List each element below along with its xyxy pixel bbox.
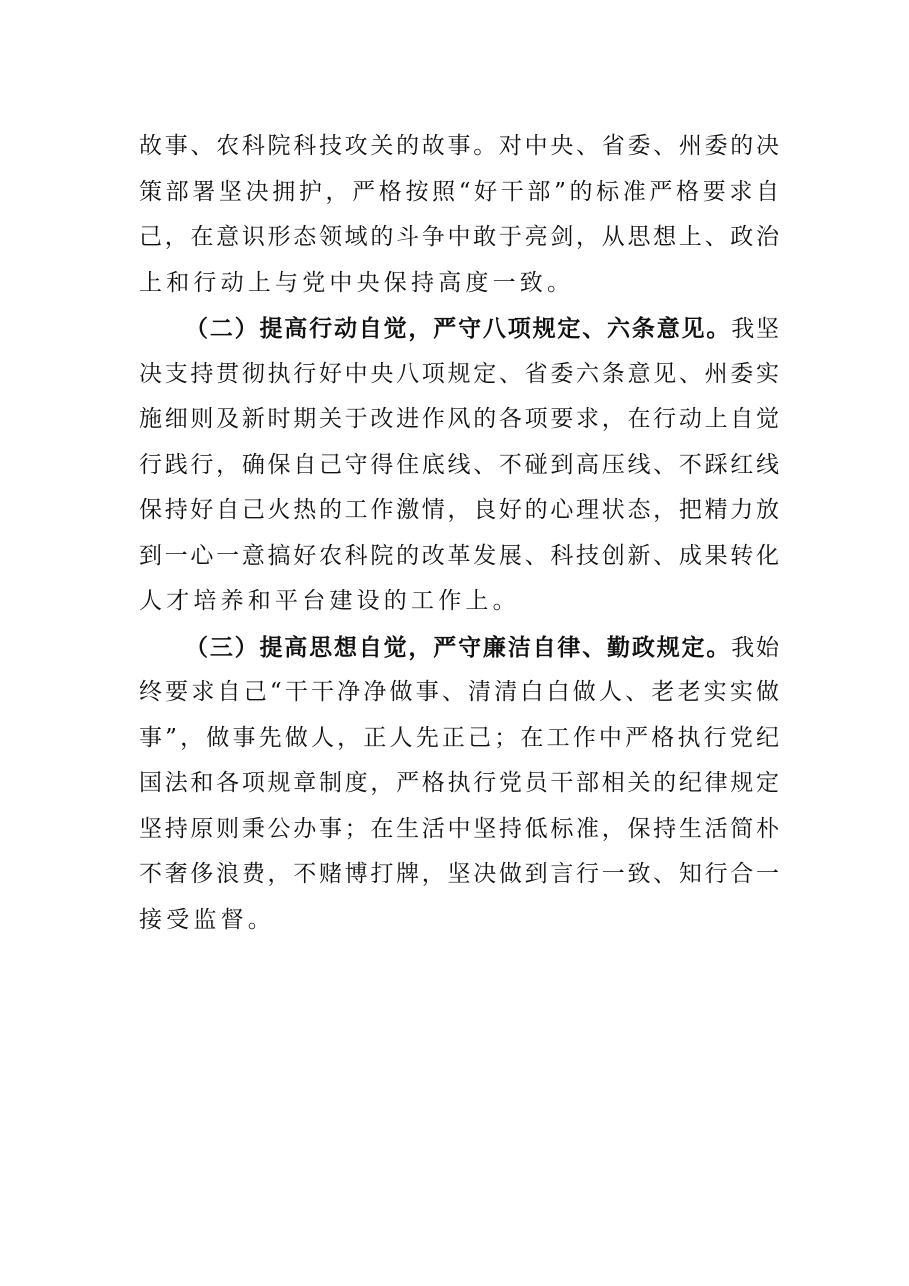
- section3-line-5: 不奢侈浪费，不赌博打牌，坚决做到言行一致、知行合一: [139, 861, 779, 887]
- section2-heading: （二）提高行动自觉，严守八项规定、六条意见。: [185, 315, 732, 342]
- section2-line-5: 到一心一意搞好农科院的改革发展、科技创新、成果转化: [139, 542, 779, 569]
- section3-first-line: [139, 625, 779, 671]
- section2-first-line: [139, 306, 779, 352]
- section3-line-2: 事”，做事先做人，正人先正己；在工作中严格执行党纪: [139, 724, 779, 751]
- section3-heading: （三）提高思想自觉，严守廉洁自律、勤政规定。: [185, 633, 732, 661]
- section3-line-3: 国法和各项规章制度，严格执行党员干部相关的纪律规定: [139, 770, 779, 796]
- section2-line-2: 施细则及新时期关于改进作风的各项要求，在行动上自觉: [139, 406, 779, 432]
- section2-line-6: 人才培养和平台建设的工作上。: [139, 588, 520, 614]
- section3-first-line-rest: 我始: [731, 634, 780, 661]
- paragraph1-line-3: 己，在意识形态领域的斗争中敢于亮剑，从思想上、政治: [139, 224, 779, 250]
- section2-line-4: 保持好自己火热的工作激情，良好的心理状态，把精力放: [139, 497, 779, 523]
- paragraph1-line-2: 策部署坚决拥护，严格按照“好干部”的标准严格要求自: [139, 178, 779, 205]
- section2-line-1: 决支持贯彻执行好中央八项规定、省委六条意见、州委实: [139, 360, 779, 387]
- section3-line-4: 坚持原则秉公办事；在生活中坚持低标准，保持生活简朴: [139, 815, 779, 842]
- section2-line-3: 行践行，确保自己守得住底线、不碰到高压线、不踩红线: [139, 451, 779, 478]
- paragraph1-line-4: 上和行动上与党中央保持高度一致。: [139, 269, 575, 296]
- section3-line-1: 终要求自己“干干净净做事、清清白白做人、老老实实做: [139, 679, 779, 705]
- section3-line-6: 接受监督。: [139, 906, 275, 933]
- section2-first-line-rest: 我坚: [731, 316, 780, 342]
- paragraph1-line-1: 故事、农科院科技攻关的故事。对中央、省委、州委的决: [139, 133, 779, 159]
- document-body: [139, 124, 779, 943]
